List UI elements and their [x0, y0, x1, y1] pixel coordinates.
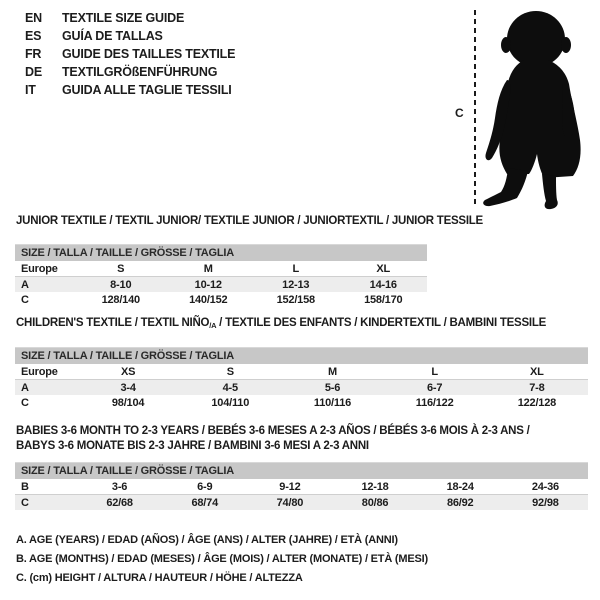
size-cell: 6-7 — [384, 380, 486, 396]
size-cell: 110/116 — [313, 396, 352, 409]
row-label: C — [21, 396, 29, 409]
language-row-en — [25, 9, 235, 27]
size-header-bar — [15, 348, 588, 365]
table-row — [15, 277, 427, 293]
size-cell: 3-6 — [77, 479, 162, 495]
size-table-junior — [15, 244, 427, 307]
size-cell: L — [252, 261, 340, 277]
language-title: GUÍA DE TALLAS — [62, 29, 163, 43]
size-table-babies — [15, 462, 588, 510]
table-row — [15, 495, 588, 511]
size-cell: 74/80 — [247, 495, 332, 511]
row-label: Europe — [15, 261, 77, 277]
size-cell: 7-8 — [486, 380, 588, 396]
height-dimension-label: C — [455, 106, 464, 120]
size-cell: 92/98 — [503, 495, 588, 511]
section-title-babies — [16, 424, 530, 454]
size-cell: 128/140 — [101, 293, 140, 306]
legend-line-a: A. AGE (YEARS) / EDAD (AÑOS) / ÂGE (ANS) / ALTER (JAHRE) / ETÀ (ANNI) — [16, 534, 398, 546]
size-cell: S — [77, 261, 165, 277]
language-code: FR — [25, 47, 42, 61]
size-cell: 152/158 — [276, 293, 315, 306]
size-cell: 14-16 — [340, 277, 428, 293]
language-title: TEXTILE SIZE GUIDE — [62, 11, 185, 25]
children-title-subscript: /A — [209, 321, 217, 330]
size-cell: 62/68 — [77, 495, 162, 511]
size-cell: M — [165, 261, 253, 277]
language-title: TEXTILGRÖßENFÜHRUNG — [62, 65, 218, 79]
legend-line-b: B. AGE (MONTHS) / EDAD (MESES) / ÂGE (MOIS) / ALTER (MONATE) / ETÀ (MESI) — [16, 553, 428, 565]
size-cell: 86/92 — [418, 495, 503, 511]
language-code: EN — [25, 11, 42, 25]
size-cell: 140/152 — [189, 293, 228, 306]
size-cell: S — [179, 364, 281, 380]
legend — [16, 531, 428, 588]
size-cell: 10-12 — [165, 277, 253, 293]
row-label: A — [15, 380, 77, 396]
children-title-pre: CHILDREN'S TEXTILE / TEXTIL NIÑO — [16, 317, 210, 329]
size-cell: 3-4 — [77, 380, 179, 396]
language-row-fr — [25, 45, 235, 63]
size-cell: 12-18 — [332, 479, 417, 495]
size-cell: 122/128 — [517, 396, 557, 409]
table-row — [15, 380, 588, 396]
size-cell: 24-36 — [503, 479, 588, 495]
language-list — [25, 9, 235, 99]
row-label: Europe — [15, 364, 77, 380]
size-cell: 9-12 — [247, 479, 332, 495]
table-row — [15, 395, 588, 410]
children-title-post: / TEXTILE DES ENFANTS / KINDERTEXTIL / BAMBINI TESSILE — [216, 317, 547, 329]
size-cell: 116/122 — [415, 396, 454, 409]
size-cell: 18-24 — [418, 479, 503, 495]
row-label: C — [21, 293, 29, 306]
size-cell: 5-6 — [281, 380, 383, 396]
size-cell: XS — [77, 364, 179, 380]
language-row-es — [25, 27, 235, 45]
size-cell: 12-13 — [252, 277, 340, 293]
size-cell: 68/74 — [162, 495, 247, 511]
size-cell: M — [281, 364, 383, 380]
size-header-bar — [15, 463, 588, 480]
size-cell: L — [384, 364, 486, 380]
size-cell: XL — [340, 261, 428, 277]
size-cell: 98/104 — [111, 396, 145, 409]
table-row — [15, 292, 427, 307]
size-cell: 104/110 — [211, 396, 250, 409]
table-row — [15, 364, 588, 380]
size-header-bar — [15, 245, 427, 262]
row-label: B — [15, 479, 77, 495]
size-header-label: SIZE / TALLA / TAILLE / GRÖSSE / TAGLIA — [15, 348, 588, 365]
language-title: GUIDE DES TAILLES TEXTILE — [62, 47, 236, 61]
babies-title-line1: BABIES 3-6 MONTH TO 2-3 YEARS / BEBÉS 3-6 MESES A 2-3 AÑOS / BÉBÉS 3-6 MOIS À 2-3 ANS / — [16, 425, 530, 437]
legend-line-c: C. (cm) HEIGHT / ALTURA / HAUTEUR / HÖHE / ALTEZZA — [16, 572, 303, 584]
height-dimension-line — [474, 10, 476, 207]
row-label: A — [15, 277, 77, 293]
size-cell: 158/170 — [364, 293, 403, 306]
row-label: C — [15, 495, 77, 511]
table-row — [15, 479, 588, 495]
language-row-de — [25, 63, 235, 81]
language-code: DE — [25, 65, 42, 79]
language-title: GUIDA ALLE TAGLIE TESSILI — [62, 83, 232, 97]
babies-title-line2: BABYS 3-6 MONATE BIS 2-3 JAHRE / BAMBINI 3-6 MESI A 2-3 ANNI — [16, 440, 369, 452]
size-cell: 4-5 — [179, 380, 281, 396]
language-row-it — [25, 81, 235, 99]
baby-silhouette-icon — [480, 8, 592, 213]
language-code: ES — [25, 29, 42, 43]
size-cell: 80/86 — [332, 495, 417, 511]
size-cell: 6-9 — [162, 479, 247, 495]
size-cell: 8-10 — [77, 277, 165, 293]
language-code: IT — [25, 83, 36, 97]
size-header-label: SIZE / TALLA / TAILLE / GRÖSSE / TAGLIA — [15, 245, 427, 262]
section-title-children — [16, 317, 546, 330]
table-row — [15, 261, 427, 277]
section-title-junior: JUNIOR TEXTILE / TEXTIL JUNIOR/ TEXTILE JUNIOR / JUNIORTEXTIL / JUNIOR TESSILE — [16, 215, 483, 227]
size-header-label: SIZE / TALLA / TAILLE / GRÖSSE / TAGLIA — [15, 463, 588, 480]
size-cell: XL — [486, 364, 588, 380]
size-table-children — [15, 347, 588, 410]
